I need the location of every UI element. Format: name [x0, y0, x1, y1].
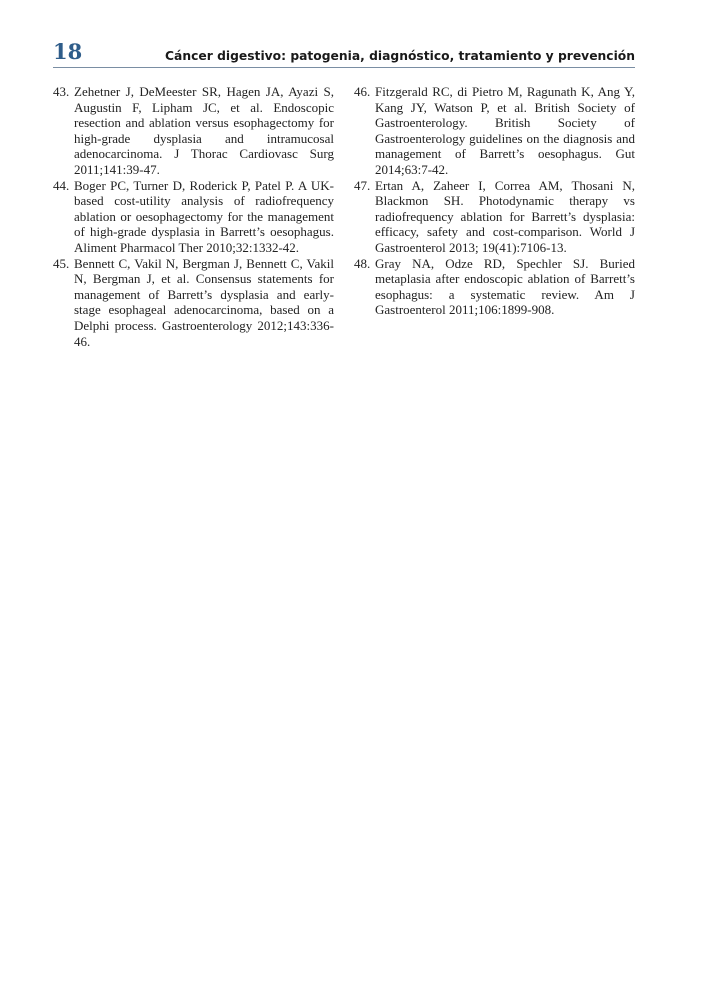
page-number: 18	[53, 39, 83, 64]
reference-item	[354, 84, 635, 178]
reference-text: Bennett C, Vakil N, Bergman J, Bennett C, Vakil N, Bergman J, et al. Consensus statements for management of Barrett’s dysplasia and early-stage esophageal adenocarcinoma, based on a Delphi process. Gastroenterology 2012;143:336-46.	[74, 255, 334, 349]
reference-text: Zehetner J, DeMeester SR, Hagen JA, Ayazi S, Augustin F, Lipham JC, et al. Endoscopic resection and ablation versus esophagectomy for high-grade dysplasia and intramucosal adenocarcinoma. J Thorac Cardiovasc Surg 2011;141:39-47.	[74, 84, 334, 177]
reference-number: 44.	[53, 177, 70, 193]
reference-item	[53, 178, 334, 256]
reference-item	[354, 256, 635, 318]
reference-number: 48.	[354, 255, 371, 271]
page-header	[53, 38, 635, 68]
reference-text: Gray NA, Odze RD, Spechler SJ. Buried metaplasia after endoscopic ablation of Barrett’s esophagus: a systematic review. Am J Gastroenterol 2011;106:1899-908.	[375, 255, 635, 318]
running-title: Cáncer digestivo: patogenia, diagnóstico, tratamiento y prevención	[165, 49, 635, 63]
header-divider	[53, 67, 635, 68]
references-left-column	[53, 84, 334, 349]
reference-number: 45.	[53, 255, 70, 271]
reference-number: 47.	[354, 177, 371, 193]
reference-number: 46.	[354, 84, 371, 99]
reference-number: 43.	[53, 84, 70, 99]
reference-text: Ertan A, Zaheer I, Correa AM, Thosani N, Blackmon SH. Photodynamic therapy vs radiofrequency ablation for Barrett’s dysplasia: efficacy, safety and cost-comparison. World J Gastroenterol 2013; 19(41):7106-13.	[375, 177, 635, 255]
references-right-column	[354, 84, 635, 318]
reference-item	[53, 84, 334, 178]
reference-text: Boger PC, Turner D, Roderick P, Patel P. A UK-based cost-utility analysis of radiofrequency ablation or oesophagectomy for the management of high-grade dysplasia in Barrett’s oesophagus. Aliment Pharmacol Ther 2010;32:1332-42.	[74, 177, 334, 255]
reference-text: Fitzgerald RC, di Pietro M, Ragunath K, Ang Y, Kang JY, Watson P, et al. British Society of Gastroenterology. British Society of Gastroenterology guidelines on the diagnosis and management of Barrett’s oesophagus. Gut 2014;63:7-42.	[375, 84, 635, 177]
reference-item	[53, 256, 334, 350]
reference-item	[354, 178, 635, 256]
